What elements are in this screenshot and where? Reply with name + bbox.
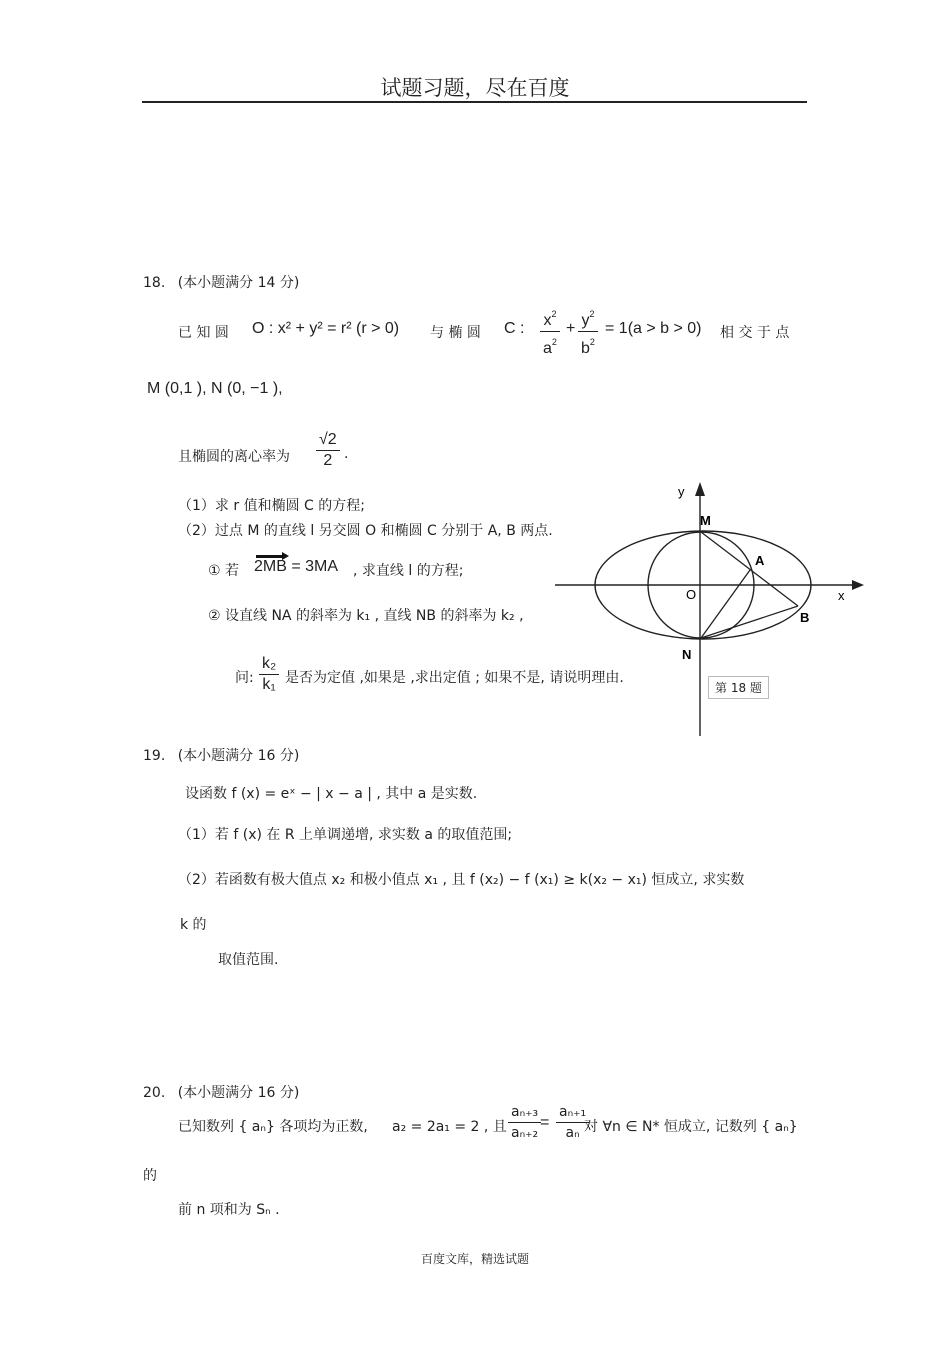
q20-fraction-2: $\frac{\text{aₙ₊₁}}{\text{aₙ}}$ (554, 1102, 591, 1143)
q18-circle-equation: O : x² + y² = r² (r > 0) (252, 320, 400, 337)
q20-number: 20. (143, 1085, 166, 1101)
q18-intersect: 相 交 于 点 (720, 325, 790, 341)
x-axis-arrow (852, 580, 864, 590)
q18-vector-eq: 2MB = 3MA (254, 558, 339, 575)
point-b-label: B (800, 610, 810, 625)
q18-ellipse-prefix: C : (504, 320, 525, 337)
line-l (701, 532, 798, 606)
q18-number: 18. (143, 275, 166, 291)
y-axis-arrow (695, 482, 705, 496)
line-na (701, 570, 750, 638)
q18-sub2: ② 设直线 NA 的斜率为 k₁ , 直线 NB 的斜率为 k₂ , (208, 608, 524, 624)
q18-ellipse-fraction-x: $\frac{x^2}{a^2}$ (538, 304, 562, 359)
point-a-label: A (755, 553, 765, 568)
q18-known-circle: 已 知 圆 (178, 325, 229, 341)
q18-ratio-fraction: $\frac{\text{k₂}}{\text{k₁}}$ (257, 654, 281, 695)
q20-de: 的 (143, 1168, 157, 1184)
q18-given-line (178, 309, 808, 357)
q18-ecc-text: 且椭圆的离心率为 (178, 449, 290, 465)
q19-part1: （1）若 f (x) 在 R 上单调递增, 求实数 a 的取值范围; (178, 827, 513, 843)
q18-ellipse-rhs: = 1(a > b > 0) (605, 320, 702, 337)
q19-part2-range: 取值范围. (218, 952, 279, 968)
q18-part2: （2）过点 M 的直线 l 另交圆 O 和椭圆 C 分别于 A, B 两点. (178, 523, 553, 539)
q20-score: (本小题满分 16 分) (177, 1085, 300, 1101)
y-axis-label: y (678, 484, 685, 499)
q18-points: M (0,1 ), N (0, −1 ), (147, 380, 283, 397)
q18-figure-caption: 第 18 题 (708, 676, 769, 699)
page-header-title: 试题习题，尽在百度 (380, 76, 570, 100)
q18-part1: （1）求 r 值和椭圆 C 的方程; (178, 498, 365, 514)
q20-heading (143, 1082, 299, 1102)
q18-and-ellipse: 与 椭 圆 (430, 325, 481, 341)
point-m-label: M (700, 513, 711, 528)
q19-number: 19. (143, 748, 166, 764)
q18-score: (本小题满分 14 分) (177, 275, 300, 291)
q18-ecc-fraction: $\frac{√2}{2}$ (314, 430, 342, 471)
q20-sum: 前 n 项和为 Sₙ . (178, 1202, 280, 1218)
q18-figure (550, 478, 870, 740)
point-n-label: N (682, 647, 692, 662)
q19-heading (143, 745, 299, 765)
x-axis-label: x (838, 588, 845, 603)
q18-plus: + (566, 320, 576, 337)
header-rule (142, 101, 807, 103)
q18-heading (143, 272, 299, 292)
q19-intro: 设函数 f (x) = eˣ − | x − a | , 其中 a 是实数. (185, 786, 478, 802)
q20-fraction-1: $\frac{\text{aₙ₊₃}}{\text{aₙ₊₂}}$ (506, 1102, 543, 1143)
q19-part2-continued: k 的 (180, 917, 207, 933)
q20-intro-line: 已知数列 { aₙ} 各项均为正数, a₂ = 2a₁ = 2 , 且 $\frac{\text{aₙ₊₃}}{\text{aₙ₊₂}}$ = $\frac{\text{aₙ₊₁}}{\text{aₙ}}$ 对 ∀n ∈ N* 恒成立, 记数列 { aₙ} (178, 1104, 798, 1141)
q19-score: (本小题满分 16 分) (177, 748, 300, 764)
q18-ellipse-fraction-y: $\frac{y^2}{b^2}$ (576, 304, 600, 359)
q19-part2: （2）若函数有极大值点 x₂ 和极小值点 x₁ , 且 f (x₂) − f (x₁) ≥ k(x₂ − x₁) 恒成立, 求实数 (178, 872, 745, 888)
origin-label: O (686, 587, 697, 602)
page-footer: 百度文库，精选试题 (420, 1252, 529, 1266)
